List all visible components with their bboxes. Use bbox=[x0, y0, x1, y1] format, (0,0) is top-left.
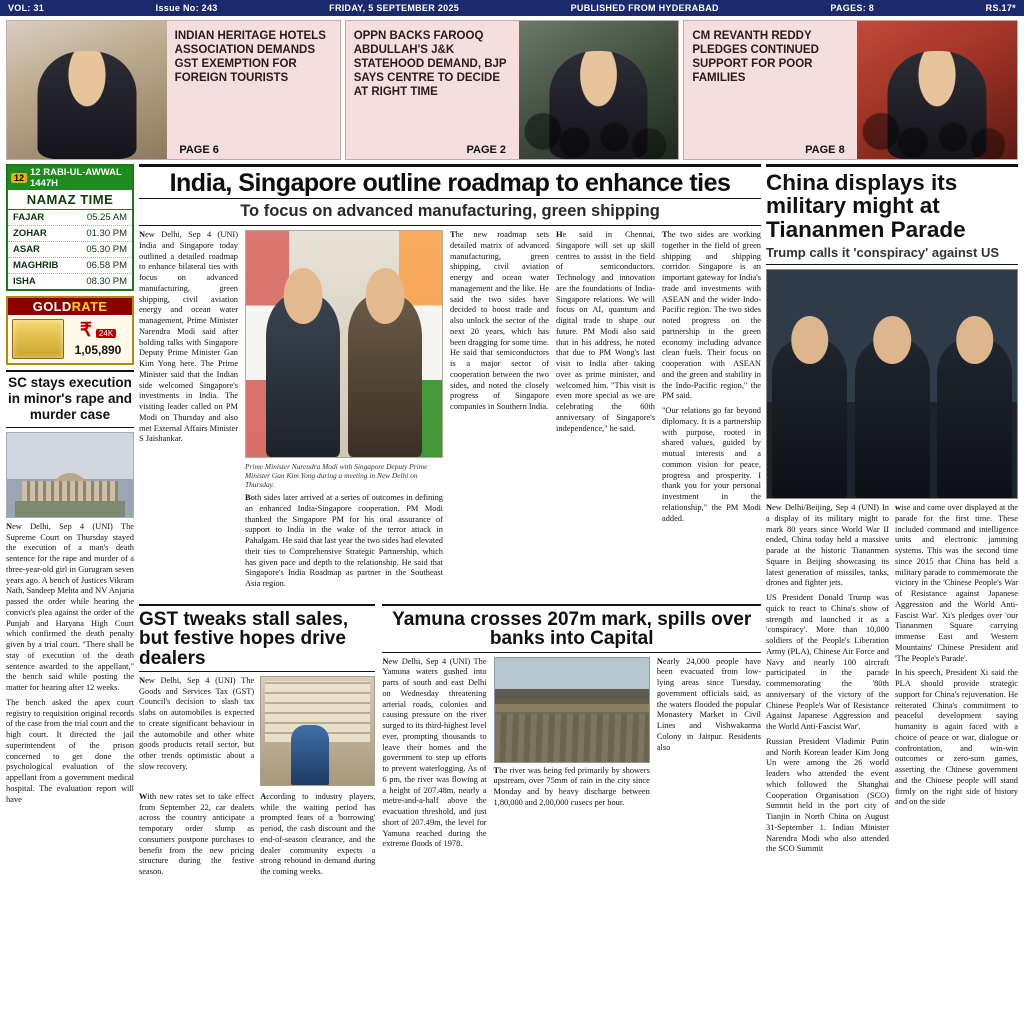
masthead-issue: Issue No: 243 bbox=[155, 3, 218, 13]
gst-paragraph: With new rates set to take effect from September 22, car dealers across the country anticipate a temporary order slump as consumers postpone purchases to benefit from the new pricing structure during the festive season. bbox=[139, 791, 255, 877]
china-paragraph: New Delhi/Beijing, Sep 4 (UNI) In a display of its military might to mark 80 years since World War II ended, China today held a massive parade at the historic Tiananmen Square in Beijing showcasing its latest generation of missiles, tanks, drones and fighter jets. bbox=[766, 503, 889, 588]
center-column bbox=[139, 164, 761, 998]
yamuna-paragraph: The river was being fed primarily by showers upstream, over 75mm of rain in the city since Monday and by heavy discharge between 1,80,000 and 2,00,000 cusecs per hour. bbox=[493, 765, 650, 807]
lead-col-photo bbox=[245, 230, 443, 594]
namaz-row bbox=[8, 274, 132, 289]
promo-headline-2: OPPN BACKS FAROOQ ABDULLAH'S J&K STATEHOOD DEMAND, BJP SAYS CENTRE TO DECIDE AT RIGHT TIME bbox=[353, 30, 507, 99]
lead-col-3 bbox=[450, 230, 549, 594]
lead-paragraph: Both sides later arrived at a series of outcomes in defining an enhanced India-Singapore cooperation. PM Modi thanked the Singapore PM for his oral assurance of support to India in the wake of the terror attack in Pahalgam. He said that last year the two sides had elevated their ties to Comprehensive Strategic Partnership, which has given pace and depth to the relationship. He said that Singapore's India Roadmap as partner in the Southeast Asia region. bbox=[245, 493, 443, 589]
china-story-columns bbox=[766, 503, 1018, 859]
yamuna-story-headline: Yamuna crosses 207m mark, spills over banks into Capital bbox=[382, 604, 761, 653]
face-shape bbox=[283, 268, 322, 323]
promo-headline-1: INDIAN HERITAGE HOTELS ASSOCIATION DEMANDS GST EXEMPTION FOR FOREIGN TOURISTS bbox=[174, 30, 326, 85]
face-shape bbox=[366, 268, 405, 323]
masthead-strip bbox=[0, 0, 1024, 16]
promo-card-3[interactable] bbox=[683, 20, 1018, 160]
face-shape bbox=[873, 316, 911, 364]
face-shape bbox=[956, 316, 994, 364]
rupee-icon: ₹ bbox=[79, 320, 92, 341]
china-paragraph: In his speech, President Xi said the PLA should provide strategic support for China's rejuvenation. He reiterated China's commitment to peaceful development saying humanity is again faced with a choice of peace or war, dialogue or confrontation, and win-win outcomes or zero-sum games, asserting the Chinese government and the Chinese people will stand firmly on the right side of history and on the side bbox=[895, 668, 1018, 807]
crowd-texture bbox=[857, 21, 1017, 159]
masthead-published: PUBLISHED FROM HYDERABAD bbox=[570, 3, 719, 13]
promo-photo-3 bbox=[857, 21, 1017, 159]
china-paragraph: US President Donald Trump was quick to react to China's show of strength and launched it as a 'conspiracy'. More than 10,000 soldiers of the People's Liberation Army (PLA), Chinese Air Force and Navy and nearly 100 aircraft participated in the parade commemorating the '80th anniversary of the victory of the Chinese People's War of Resistance Against Japanese Aggression and the World Anti-Fascist War'. bbox=[766, 593, 889, 732]
promo-photo-1 bbox=[7, 21, 167, 159]
gold-rate-value bbox=[68, 321, 128, 357]
masthead-date: FRIDAY, 5 SEPTEMBER 2025 bbox=[329, 3, 460, 13]
lead-paragraph: He said in Chennai, Singapore will set up skill centres to assist in the field of semiconductors. Technology and innovation are the foundations of India-Singapore relations. We will focus on AI, quantum and digital trade to shape our future. PM Modi also said that in his address, he noted that due to PM Wong's last visit to India after taking over as prime minister, and welcomed him. "This visit is even more special as we are celebrating the 60th anniversary of Singapore's independence," he said. bbox=[556, 230, 655, 433]
yamuna-story bbox=[382, 598, 761, 882]
namaz-time: 01.30 PM bbox=[86, 228, 127, 239]
portrait-silhouette-icon bbox=[37, 51, 136, 159]
lead-paragraph: The two sides are working together in the field of green shipping and shipping corridor. Singapore is an important gateway for India's trade and investments with ASEAN and the wider Indo-Pacific region. The two sides noted progress on the partnership in the green economy including advance clean fuels. Their focus on cooperation with ASEAN and the green and stability in the Indo-Pacific region," the PM said. bbox=[662, 230, 761, 401]
lower-center-stories bbox=[139, 598, 761, 882]
gold-rate-box bbox=[6, 296, 134, 365]
supreme-court-photo bbox=[6, 432, 134, 518]
lead-col-5 bbox=[662, 230, 761, 594]
namaz-row bbox=[8, 226, 132, 242]
sc-story-body bbox=[6, 522, 134, 806]
promo-band bbox=[0, 16, 1024, 164]
main-content bbox=[0, 164, 1024, 1004]
face-shape bbox=[791, 316, 829, 364]
gold-title-accent: RATE bbox=[71, 299, 108, 314]
lead-subhead: To focus on advanced manufacturing, green shipping bbox=[139, 199, 761, 226]
water-texture bbox=[495, 714, 649, 762]
namaz-name: FAJAR bbox=[13, 212, 45, 223]
lead-paragraph: "Our relations go far beyond diplomacy. It is a partnership with purpose, rooted in shared values, guided by mutual interests and a common vision for peace, progress and prosperity. I thank you for your personal investment in the relationship," the PM Modi added. bbox=[662, 406, 761, 523]
crowd-texture bbox=[519, 21, 679, 159]
leader-figure-left bbox=[266, 294, 340, 457]
namaz-row bbox=[8, 242, 132, 258]
leader-figure-2 bbox=[855, 339, 930, 499]
gst-paragraph: New Delhi, Sep 4 (UNI) The Goods and Services Tax (GST) Council's decision to slash tax slabs on automobiles is expected to create significant behaviour in the automobile and other white goods products retail sector, but other trends optimistic about a slow recovery. bbox=[139, 675, 255, 771]
sc-story-headline: SC stays execution in minor's rape and murder case bbox=[6, 370, 134, 428]
namaz-time: 06.58 PM bbox=[86, 260, 127, 271]
namaz-name: MAGHRIB bbox=[13, 260, 59, 271]
gold-bars-icon bbox=[12, 319, 64, 359]
shopkeeper-figure bbox=[291, 725, 329, 785]
china-col-2 bbox=[895, 503, 1018, 859]
hijri-date-bar bbox=[8, 166, 132, 190]
yamuna-river-photo bbox=[494, 657, 650, 763]
lead-col-1 bbox=[139, 230, 238, 594]
lead-paragraph: The new roadmap sets detailed matrix of advanced manufacturing, green shipping, civil aviation energy and ocean water management and the like. He said the two sides have decided to boost trade and also unlock the sector of the next 20 years, which has been dragging for some time. He said that semiconductors is a major sector of cooperation between the two sides, and noted the closely progress of Singapore companies in Southern India. bbox=[450, 230, 549, 411]
namaz-time: 05.25 AM bbox=[86, 212, 127, 223]
leader-figure-3 bbox=[937, 339, 1012, 499]
yamuna-paragraph: New Delhi, Sep 4 (UNI) The Yamuna waters gushed into parts of south and east Delhi on Wednesday threatening arterial roads, colonies and causing pressure on the river surged to its third-highest level ever, prompting thousands to leave their homes and the government to step up efforts to prevent waterlogging. As of 6 pm, the river was flowing at a height of 207.48m, nearly a metre-and-a-half above the evacuation threshold, and just short of 207.49m, the level for Yamuna reached during the extreme floods of 1978. bbox=[382, 656, 487, 849]
namaz-time: 08.30 PM bbox=[86, 276, 127, 287]
hijri-badge: 12 bbox=[11, 173, 27, 183]
masthead-pages: PAGES: 8 bbox=[830, 3, 875, 13]
namaz-row bbox=[8, 210, 132, 226]
namaz-time: 05.30 PM bbox=[86, 244, 127, 255]
gold-rate-body bbox=[8, 315, 132, 363]
china-story-subhead: Trump calls it 'conspiracy' against US bbox=[766, 243, 1018, 265]
namaz-name: ZOHAR bbox=[13, 228, 47, 239]
promo-page-3[interactable]: PAGE 8 bbox=[805, 144, 845, 156]
pillars-shape bbox=[22, 481, 118, 503]
promo-headline-3: CM REVANTH REDDY PLEDGES CONTINUED SUPPORT FOR POOR FAMILIES bbox=[692, 30, 819, 85]
namaz-row bbox=[8, 258, 132, 274]
leader-figure-1 bbox=[772, 339, 847, 499]
promo-photo-2 bbox=[519, 21, 679, 159]
china-story-headline: China displays its military might at Tiananmen Parade bbox=[766, 164, 1018, 243]
promo-page-2[interactable]: PAGE 2 bbox=[466, 144, 507, 156]
promo-page-1[interactable]: PAGE 6 bbox=[179, 144, 219, 156]
promo-card-2[interactable] bbox=[345, 20, 680, 160]
left-column bbox=[6, 164, 134, 998]
sc-story-paragraph: New Delhi, Sep 4 (UNI) The Supreme Court on Thursday stayed the execution of a man's death sentence for the rape and murder of a three-year-old girl in Gurugram seven years ago. A bench of Justices Vikram Nath, Sandeep Mehta and NV Anjaria passed the order while hearing the convict's plea against the order of the Punjab and Haryana High Court which confirmed the death penalty given by a trial court. "There shall be stay of execution of the death sentence awarded to the appellant," the bench said while posting the matter for hearing after 12 weeks. bbox=[6, 521, 134, 693]
namaz-title: NAMAZ TIME bbox=[8, 190, 132, 210]
namaz-name: ASAR bbox=[13, 244, 40, 255]
bridge-shape bbox=[495, 689, 649, 699]
china-col-1 bbox=[766, 503, 889, 859]
gold-rate-title bbox=[8, 298, 132, 315]
sc-story-paragraph: The bench asked the apex court registry to requisition original records of the case from the trial court and the high court. It directed the jail superintendent of the prison concerned to get done the psychological evaluation of the appellant from a government medical hospital. The evaluation report will have bbox=[6, 697, 134, 804]
gst-story bbox=[139, 598, 375, 882]
lead-photo-caption: Prime Minister Narendra Modi with Singapore Deputy Prime Minister Gan Kim Yong during a meeting in New Delhi on Thursday. bbox=[245, 462, 428, 490]
lead-story-columns bbox=[139, 230, 761, 594]
masthead-price: RS.17* bbox=[985, 3, 1016, 13]
gst-paragraph: According to industry players, while the waiting period has prompted fears of a 'borrowing' period, the cash discount and the end-of-season clearance, and the dealer community expects a strong rebound in demand during the coming weeks. bbox=[260, 791, 376, 877]
namaz-time-box bbox=[6, 164, 134, 291]
masthead-volume: VOL: 31 bbox=[8, 3, 45, 13]
gold-price: 1,05,890 bbox=[74, 343, 122, 357]
lawn-shape bbox=[15, 501, 126, 517]
gold-purity: 24K bbox=[96, 329, 116, 338]
gold-title-main: GOLD bbox=[32, 299, 72, 314]
gst-story-headline: GST tweaks stall sales, but festive hopes drive dealers bbox=[139, 604, 375, 672]
lead-col-4 bbox=[556, 230, 655, 594]
promo-card-1[interactable] bbox=[6, 20, 341, 160]
namaz-name: ISHA bbox=[13, 276, 36, 287]
lead-headline: India, Singapore outline roadmap to enhance ties bbox=[139, 164, 761, 199]
china-paragraph: wise and came over displayed at the parade for the first time. These included command and intelligence units and electronic jamming systems. This was the second time since 2015 that China has held a military parade to commemorate the victory in the 'Chinese People's War of Resistance against Japanese Aggression and the World Anti-Fascist War'. Xi's pledges over 'our Tiananmen Square carrying immense East and Western Mountains' Chinese President and 'The People's Parade'. bbox=[895, 503, 1018, 663]
china-paragraph: Russian President Vladimir Putin and North Korean leader Kim Jong Un were among the 26 world leaders who attended the event which followed the Shanghai Cooperation Organisation (SCO) Summit held in the port city of Tianjin in North China on August 31-September 1. Indian Minister Narendra Modi who also attended the SCO Summit bbox=[766, 736, 889, 854]
lead-paragraph: New Delhi, Sep 4 (UNI) India and Singapore today outlined a detailed roadmap to enhance bilateral ties with focus on advanced manufacturing, green shipping, civil aviation energy and ocean water management, Prime Minister Narendra Modi said after holding talks with Singapore Deputy Prime Minister Gan Kim Yong here. The Prime Minister said that the Indian side welcomed Singapore's investments in India. The visiting leader called on PM Modi on Thursday and also met External Affairs Minister S Jaishankar. bbox=[139, 230, 238, 444]
leader-figure-right bbox=[348, 294, 422, 457]
hijri-date-text: 12 RABI-UL-AWWAL 1447H bbox=[30, 167, 122, 189]
shop-photo bbox=[260, 676, 375, 786]
lead-photo bbox=[245, 230, 443, 458]
yamuna-paragraph: Nearly 24,000 people have been evacuated from low-lying areas since Tuesday, government officials said, as the waters flooded the popular Monastery Market in Civil Lines and Vishwakarma Colony in Jaitpur. Residents also bbox=[656, 656, 762, 752]
china-parade-photo bbox=[766, 269, 1018, 499]
right-column bbox=[766, 164, 1018, 998]
